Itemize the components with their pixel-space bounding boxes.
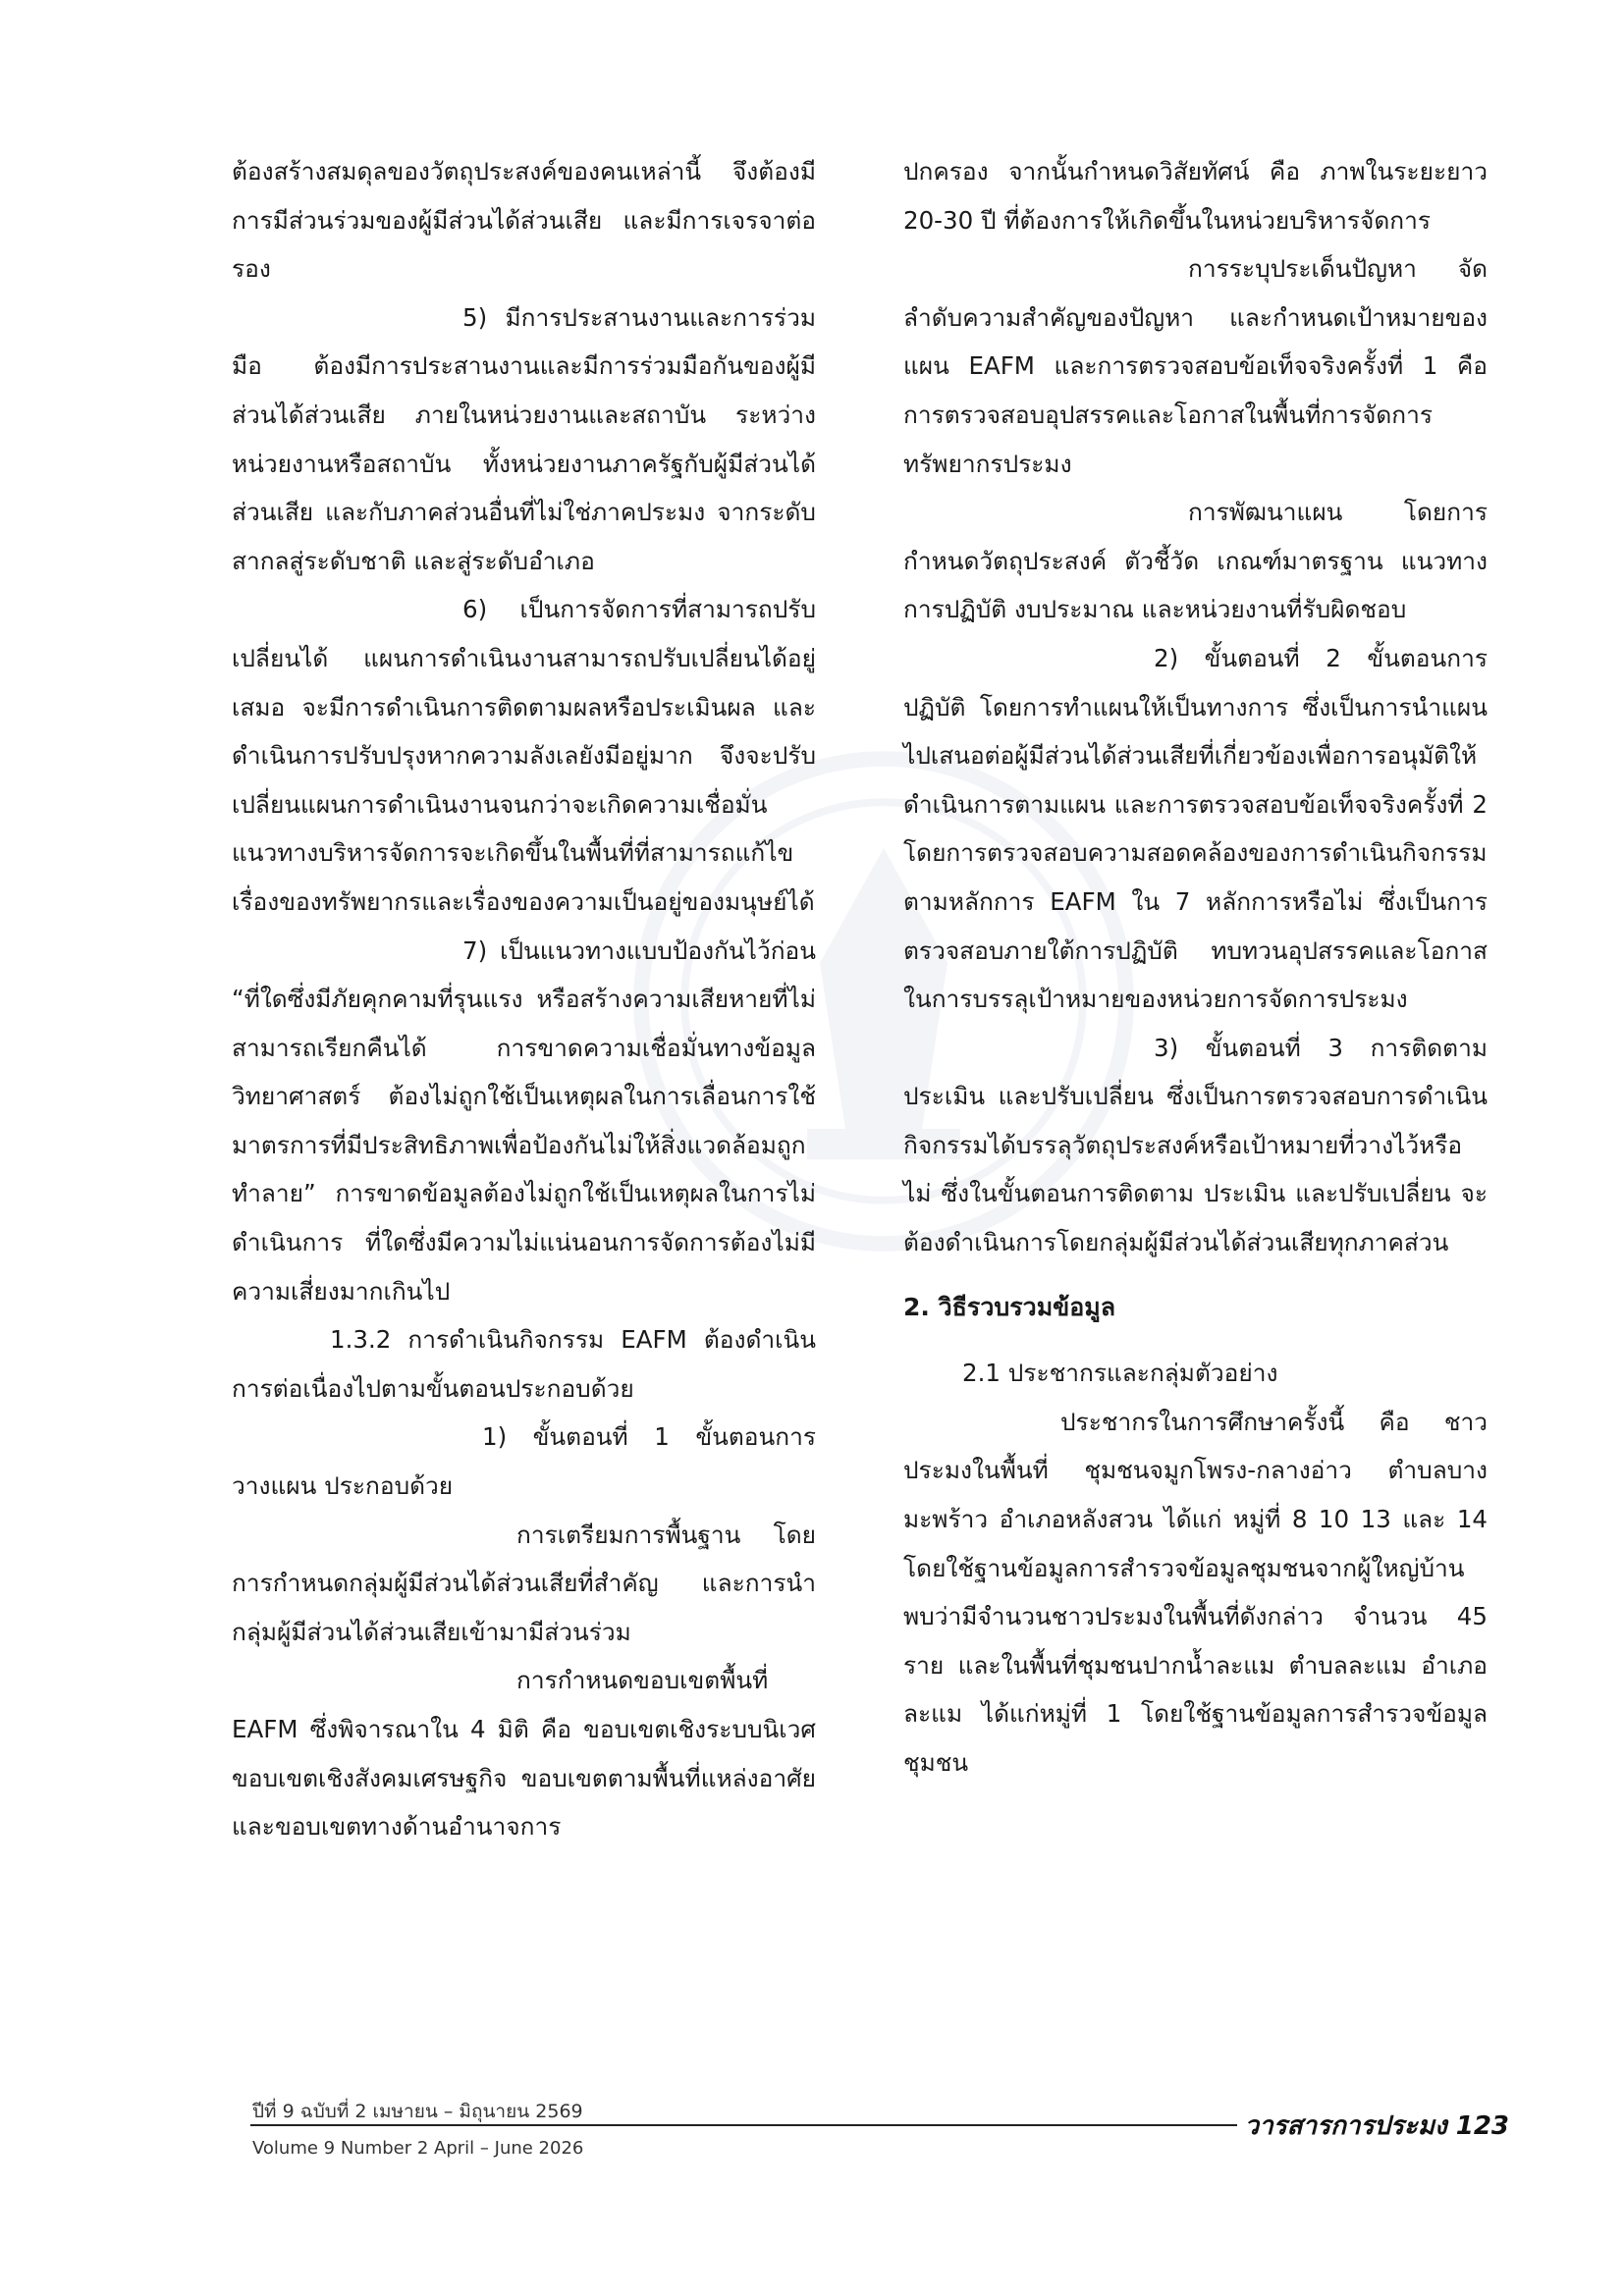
paragraph-principle-5: 5) มีการประสานงานและการร่วมมือ ต้องมีการประสานงานและมีการร่วมมือกันของผู้มีส่วนได้ส่วนเสีย ภายในหน่วยงานและสถาบัน ระหว่างหน่วยงานหรือสถาบัน ทั้งหน่วยงานภาครัฐกับผู้มีส่วนได้ส่วนเสีย และกับภาคส่วนอื่นที่ไม่ใช่ภาคประมง จากระดับสากลสู่ระดับชาติ และสู่ระดับอำเภอ (232, 302, 816, 575)
paragraph: ต้องสร้างสมดุลของวัตถุประสงค์ของคนเหล่านี้ จึงต้องมีการมีส่วนร่วมของผู้มีส่วนได้ส่วนเสีย และมีการเจรจาต่อรอง (232, 157, 816, 284)
section-heading: 2. วิธีรวบรวมข้อมูล (903, 1292, 1116, 1321)
footer-issue-thai: ปีที่ 9 ฉบับที่ 2 เมษายน – มิถุนายน 2569 (252, 2101, 583, 2122)
footer-divider (250, 2124, 1247, 2126)
paragraph-step-2: 2) ขั้นตอนที่ 2 ขั้นตอนการปฏิบัติ โดยการทำแผนให้เป็นทางการ ซึ่งเป็นการนำแผนไปเสนอต่อผู้มีส่วนได้ส่วนเสียที่เกี่ยวข้องเพื่อการอนุมัติให้ดำเนินการตามแผน และการตรวจสอบข้อเท็จจริงครั้งที่ 2 โดยการตรวจสอบความสอดคล้องของการดำเนินกิจกรรมตามหลักการ EAFM ใน 7 หลักการหรือไม่ ซึ่งเป็นการตรวจสอบภายใต้การปฏิบัติ ทบทวนอุปสรรคและโอกาสในการบรรลุเป้าหมายของหน่วยการจัดการประมง (903, 643, 1488, 1014)
paragraph-principle-7: 7) เป็นแนวทางแบบป้องกันไว้ก่อน “ที่ใดซึ่งมีภัยคุกคามที่รุนแรง หรือสร้างความเสียหายที่ไม่สามารถเรียกคืนได้ การขาดความเชื่อมั่นทางข้อมูลวิทยาศาสตร์ ต้องไม่ถูกใช้เป็นเหตุผลในการเลื่อนการใช้มาตรการที่มีประสิทธิภาพเพื่อป้องกันไม่ให้สิ่งแวดล้อมถูกทำลาย” การขาดข้อมูลต้องไม่ถูกใช้เป็นเหตุผลในการไม่ดำเนินการ ที่ใดซึ่งมีความไม่แน่นอนการจัดการต้องไม่มีความเสี่ยงมากเกินไป (232, 935, 816, 1306)
paragraph-population: ประชากรในการศึกษาครั้งนี้ คือ ชาวประมงในพื้นที่ ชุมชนจมูกโพรง-กลางอ่าว ตำบลบางมะพร้าว อำเภอหลังสวน ได้แก่ หมู่ที่ 8 10 13 และ 14 โดยใช้ฐานข้อมูลการสำรวจข้อมูลชุมชนจากผู้ใหญ่บ้าน พบว่ามีจำนวนชาวประมงในพื้นที่ดังกล่าว จำนวน 45 ราย และในพื้นที่ชุมชนปากน้ำละแม ตำบลละแม อำเภอละแม ได้แก่หมู่ที่ 1 โดยใช้ฐานข้อมูลการสำรวจข้อมูลชุมชน (903, 1407, 1488, 1777)
subsection-heading: 2.1 ประชากรและกลุ่มตัวอย่าง (962, 1359, 1278, 1388)
paragraph-plan-development: การพัฒนาแผน โดยการกำหนดวัตถุประสงค์ ตัวชี้วัด เกณฑ์มาตรฐาน แนวทางการปฏิบัติ งบประมาณ และหน่วยงานที่รับผิดชอบ (903, 498, 1488, 624)
paragraph-preparation: การเตรียมการพื้นฐาน โดยการกำหนดกลุ่มผู้มีส่วนได้ส่วนเสียที่สำคัญ และการนำกลุ่มผู้มีส่วนได้ส่วนเสียเข้ามามีส่วนร่วม (232, 1520, 816, 1646)
right-column (903, 147, 1488, 1788)
left-column (232, 147, 816, 1851)
footer-issue-english: Volume 9 Number 2 April – June 2026 (252, 2138, 584, 2159)
paragraph-step-3: 3) ขั้นตอนที่ 3 การติดตาม ประเมิน และปรับเปลี่ยน ซึ่งเป็นการตรวจสอบการดำเนินกิจกรรมได้บรรลุวัตถุประสงค์หรือเป้าหมายที่วางไว้หรือไม่ ซึ่งในขั้นตอนการติดตาม ประเมิน และปรับเปลี่ยน จะต้องดำเนินการโดยกลุ่มผู้มีส่วนได้ส่วนเสียทุกภาคส่วน (903, 1033, 1488, 1257)
paragraph: ปกครอง จากนั้นกำหนดวิสัยทัศน์ คือ ภาพในระยะยาว 20-30 ปี ที่ต้องการให้เกิดขึ้นในหน่วยบริหารจัดการ (903, 157, 1488, 235)
paragraph-issue-identification: การระบุประเด็นปัญหา จัดลำดับความสำคัญของปัญหา และกำหนดเป้าหมายของแผน EAFM และการตรวจสอบข้อเท็จจริงครั้งที่ 1 คือ การตรวจสอบอุปสรรคและโอกาสในพื้นที่การจัดการทรัพยากรประมง (903, 254, 1488, 478)
paragraph-scope: การกำหนดขอบเขตพื้นที่ EAFM ซึ่งพิจารณาใน 4 มิติ คือ ขอบเขตเชิงระบบนิเวศ ขอบเขตเชิงสังคมเศรษฐกิจ ขอบเขตตามพื้นที่แหล่งอาศัย และขอบเขตทางด้านอำนาจการ (232, 1666, 816, 1842)
paragraph-principle-6: 6) เป็นการจัดการที่สามารถปรับเปลี่ยนได้ แผนการดำเนินงานสามารถปรับเปลี่ยนได้อยู่เสมอ จะมีการดำเนินการติดตามผลหรือประเมินผล และดำเนินการปรับปรุงหากความลังเลยังมีอยู่มาก จึงจะปรับเปลี่ยนแผนการดำเนินงานจนกว่าจะเกิดความเชื่อมั่นแนวทางบริหารจัดการจะเกิดขึ้นในพื้นที่ที่สามารถแก้ไขเรื่องของทรัพยากรและเรื่องของความเป็นอยู่ของมนุษย์ได้ (232, 595, 816, 916)
footer-journal-page: วารสารการประมง 123 (1237, 2106, 1510, 2146)
paragraph-step-1: 1) ขั้นตอนที่ 1 ขั้นตอนการวางแผน ประกอบด้วย (232, 1422, 816, 1501)
paragraph-section-1-3-2: 1.3.2 การดำเนินกิจกรรม EAFM ต้องดำเนินการต่อเนื่องไปตามขั้นตอนประกอบด้วย (232, 1325, 816, 1403)
